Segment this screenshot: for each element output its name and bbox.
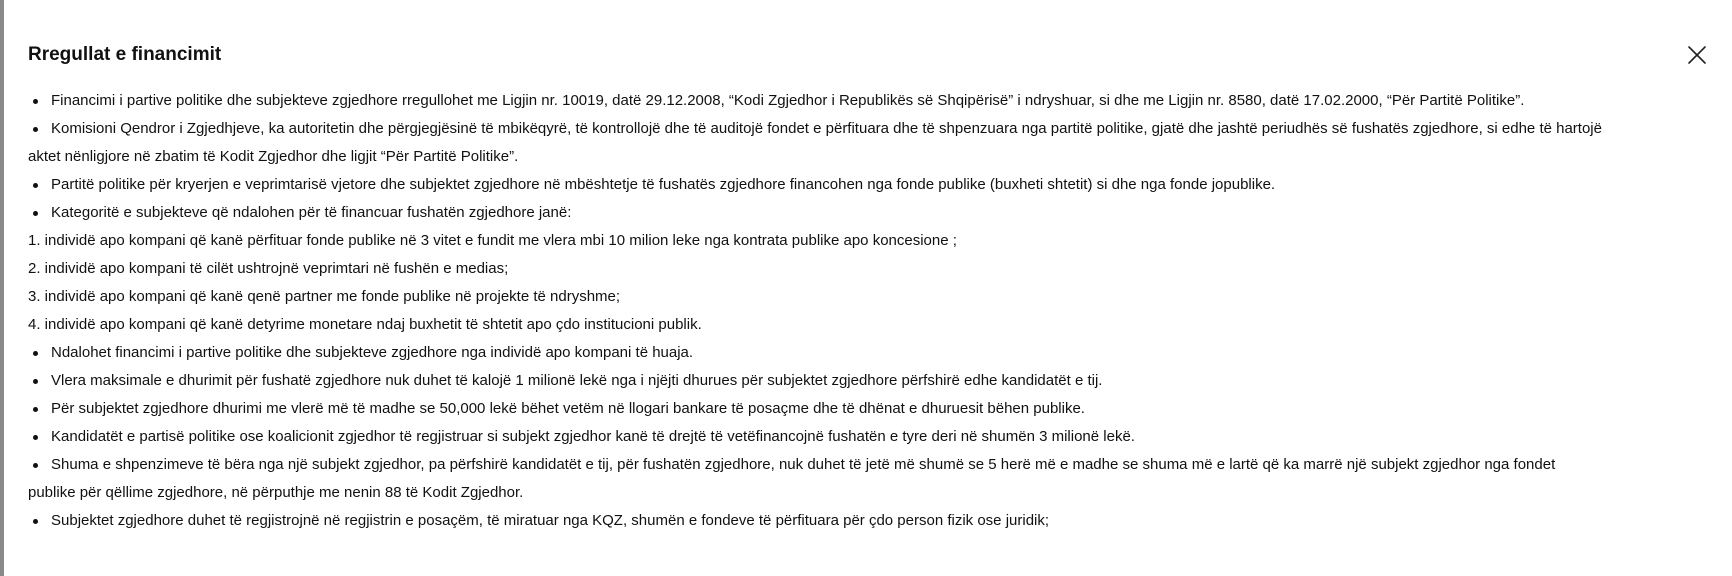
numbered-item: 2. individë apo kompani të cilët ushtrojnë veprimtari në fushën e medias;	[28, 260, 509, 277]
close-icon	[1684, 42, 1710, 68]
list-item	[28, 507, 1712, 535]
list-item	[28, 87, 1712, 115]
numbered-item: 4. individë apo kompani që kanë detyrime monetare ndaj buxhetit të shtetit apo çdo institucioni publik.	[28, 316, 702, 333]
list-item-continuation: publike për qëllime zgjedhore, në përputhje me nenin 88 të Kodit Zgjedhor.	[28, 484, 524, 501]
list-item	[28, 199, 1712, 227]
rules-list	[28, 87, 1712, 535]
list-item	[28, 339, 1712, 367]
bullet-icon	[33, 351, 38, 356]
list-item-text: Komisioni Qendror i Zgjedhjeve, ka autoritetin dhe përgjegjësinë të mbikëqyrë, të kontrollojë dhe të auditojë fondet e përfituara dhe të shpenzuara nga partitë politike, gjatë dhe jashtë periudhës së fushatës zgjedhore, si edhe të hartojë	[51, 120, 1602, 137]
modal-title: Rregullat e financimit	[28, 44, 222, 65]
numbered-item: 3. individë apo kompani që kanë qenë partner me fonde publike në projekte të ndryshme;	[28, 288, 621, 305]
list-item	[28, 395, 1712, 423]
list-item-text: Financimi i partive politike dhe subjekteve zgjedhore rregullohet me Ligjin nr. 10019, datë 29.12.2008, “Kodi Zgjedhor i Republikës së Shqipërisë” i ndryshuar, si dhe me Ligjin nr. 8580, datë 17.02.2000, “Për Partitë Politike”.	[51, 92, 1525, 109]
list-item	[28, 367, 1712, 395]
bullet-icon	[33, 127, 38, 132]
list-item-continuation: aktet nënligjore në zbatim të Kodit Zgjedhor dhe ligjit “Për Partitë Politike”.	[28, 148, 519, 165]
list-item-text: Kategoritë e subjekteve që ndalohen për të financuar fushatën zgjedhore janë:	[51, 204, 572, 221]
bullet-icon	[33, 183, 38, 188]
list-item-text: Kandidatët e partisë politike ose koalicionit zgjedhor të regjistruar si subjekt zgjedhor kanë të drejtë të vetëfinancojnë fushatën e tyre deri në shumën 3 milionë lekë.	[51, 428, 1135, 445]
bullet-icon	[33, 407, 38, 412]
close-button[interactable]	[1684, 42, 1710, 68]
numbered-item: 1. individë apo kompani që kanë përfituar fonde publike në 3 vitet e fundit me vlera mbi 10 milion leke nga kontrata publike apo koncesione ;	[28, 232, 957, 249]
list-item-text: Ndalohet financimi i partive politike dhe subjekteve zgjedhore nga individë apo kompani të huaja.	[51, 344, 694, 361]
bullet-icon	[33, 379, 38, 384]
list-item	[28, 423, 1712, 451]
bullet-icon	[33, 99, 38, 104]
financing-rules-modal	[4, 0, 1732, 576]
list-item	[28, 451, 1712, 479]
bullet-icon	[33, 435, 38, 440]
list-item	[28, 171, 1712, 199]
bullet-icon	[33, 211, 38, 216]
list-item-text: Vlera maksimale e dhurimit për fushatë zgjedhore nuk duhet të kalojë 1 milionë lekë nga i njëjti dhurues për subjektet zgjedhore përfshirë edhe kandidatët e tij.	[51, 372, 1103, 389]
list-item-text: Partitë politike për kryerjen e veprimtarisë vjetore dhe subjektet zgjedhore në mbështetje të fushatës zgjedhore financohen nga fonde publike (buxheti shtetit) si dhe nga fonde jopublike.	[51, 176, 1276, 193]
list-item-text: Për subjektet zgjedhore dhurimi me vlerë më të madhe se 50,000 lekë bëhet vetëm në llogari bankare të posaçme dhe të dhënat e dhuruesit bëhen publike.	[51, 400, 1085, 417]
list-item-text: Subjektet zgjedhore duhet të regjistrojnë në regjistrin e posaçëm, të miratuar nga KQZ, shumën e fondeve të përfituara për çdo person fizik ose juridik;	[51, 512, 1050, 529]
bullet-icon	[33, 519, 38, 524]
list-item	[28, 115, 1712, 143]
list-item-text: Shuma e shpenzimeve të bëra nga një subjekt zgjedhor, pa përfshirë kandidatët e tij, për fushatën zgjedhore, nuk duhet të jetë më shumë se 5 herë më e madhe se shuma më e lartë që ka marrë një subjekt zgjedhor nga fondet	[51, 456, 1556, 473]
bullet-icon	[33, 463, 38, 468]
